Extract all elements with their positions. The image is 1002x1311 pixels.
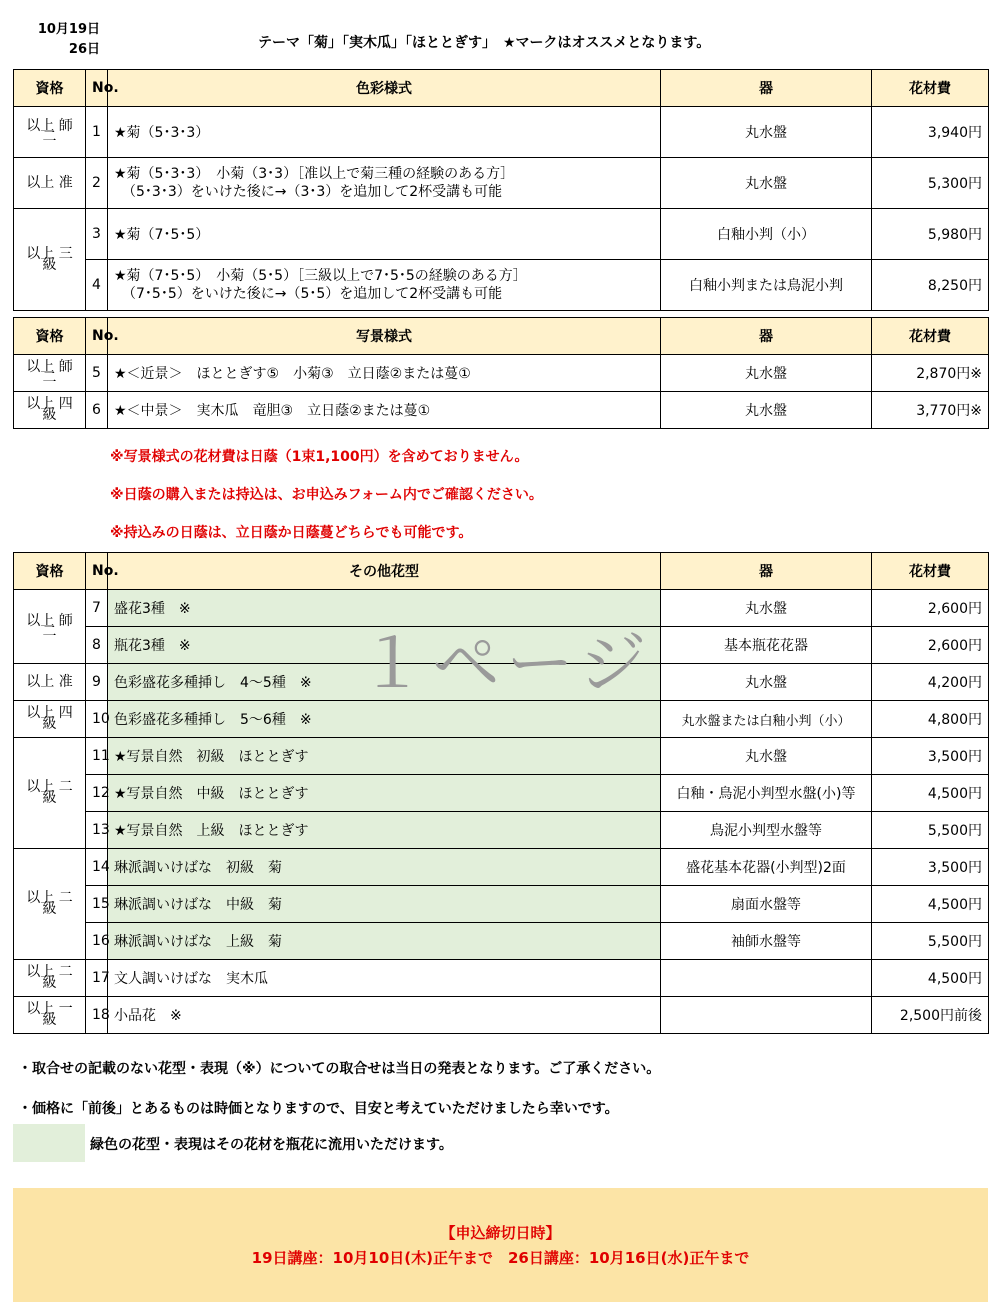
style-cell: 小品花 ※ bbox=[108, 997, 661, 1034]
dates bbox=[34, 20, 100, 60]
table-row bbox=[14, 590, 989, 627]
price-cell: 4,200円 bbox=[872, 664, 989, 701]
col-style: 写景様式 bbox=[108, 318, 661, 355]
col-qual: 資格 bbox=[14, 553, 86, 590]
footnote: ・取合せの記載のない花型・表現（※）についての取合せは当日の発表となります。ご了承ください。 bbox=[18, 1061, 661, 1077]
qual-cell: 以上 師二 bbox=[14, 355, 86, 392]
green-legend-swatch bbox=[13, 1124, 85, 1162]
red-note: ※持込みの日蔭は、立日蔭か日蔭蔓どちらでも可能です。 bbox=[110, 525, 473, 541]
style-cell: ★写景自然 上級 ほととぎす bbox=[108, 812, 661, 849]
table-row bbox=[14, 775, 989, 812]
price-cell: 2,870円※ bbox=[872, 355, 989, 392]
qual-cell: 以上 師二 bbox=[14, 107, 86, 158]
red-note: ※日蔭の購入または持込は、お申込みフォーム内でご確認ください。 bbox=[110, 487, 543, 503]
red-note: ※写景様式の花材費は日蔭（1束1,100円）を含めておりません。 bbox=[110, 449, 529, 465]
price-cell: 3,770円※ bbox=[872, 392, 989, 429]
style-cell: 瓶花3種 ※ bbox=[108, 627, 661, 664]
qual-cell: 以上 准 bbox=[14, 158, 86, 209]
table-row bbox=[14, 960, 989, 997]
table-row bbox=[14, 392, 989, 429]
deadline-box bbox=[13, 1188, 988, 1302]
date-26: 26日 bbox=[68, 42, 100, 57]
style-cell bbox=[108, 260, 661, 311]
style-subline: （5･3･3）をいけた後に→（3･3）を追加して2杯受講も可能 bbox=[122, 184, 503, 200]
vessel-cell: 丸水盤 bbox=[661, 107, 872, 158]
price-cell: 4,500円 bbox=[872, 960, 989, 997]
table-row bbox=[14, 107, 989, 158]
table-header bbox=[14, 70, 989, 107]
vessel-cell: 白釉小判または鳥泥小判 bbox=[661, 260, 872, 311]
vessel-cell: 白釉・鳥泥小判型水盤(小)等 bbox=[661, 775, 872, 812]
style-cell: 琳派調いけばな 上級 菊 bbox=[108, 923, 661, 960]
vessel-cell: 丸水盤 bbox=[661, 590, 872, 627]
no-cell: 11 bbox=[86, 738, 108, 775]
no-cell: 7 bbox=[86, 590, 108, 627]
style-cell: 琳派調いけばな 初級 菊 bbox=[108, 849, 661, 886]
qual-cell: 以上 一級 bbox=[14, 997, 86, 1034]
vessel-cell: 丸水盤または白釉小判（小） bbox=[661, 701, 872, 738]
theme-line: テーマ「菊」「実木瓜」「ほととぎす」 ★マークはオススメとなります。 bbox=[258, 35, 711, 51]
deadline-title: 【申込締切日時】 bbox=[440, 1224, 561, 1242]
no-cell: 14 bbox=[86, 849, 108, 886]
vessel-cell: 丸水盤 bbox=[661, 664, 872, 701]
style-cell: 琳派調いけばな 中級 菊 bbox=[108, 886, 661, 923]
no-cell: 16 bbox=[86, 923, 108, 960]
style-cell: 文人調いけばな 実木瓜 bbox=[108, 960, 661, 997]
qual-cell: 以上 二級 bbox=[14, 960, 86, 997]
table-row bbox=[14, 997, 989, 1034]
price-cell: 3,940円 bbox=[872, 107, 989, 158]
price-cell: 3,500円 bbox=[872, 849, 989, 886]
table-color-style bbox=[13, 69, 989, 311]
style-cell: ★写景自然 初級 ほととぎす bbox=[108, 738, 661, 775]
price-cell: 5,500円 bbox=[872, 923, 989, 960]
style-line: ★菊（7･5･5） 小菊（5･5）［三級以上で7･5･5の経験のある方］ bbox=[114, 268, 527, 284]
style-cell bbox=[108, 158, 661, 209]
col-price: 花材費 bbox=[872, 553, 989, 590]
style-cell: 盛花3種 ※ bbox=[108, 590, 661, 627]
col-style: 色彩様式 bbox=[108, 70, 661, 107]
price-cell: 2,600円 bbox=[872, 590, 989, 627]
no-cell: 15 bbox=[86, 886, 108, 923]
vessel-cell: 盛花基本花器(小判型)2面 bbox=[661, 849, 872, 886]
style-cell: ★＜中景＞ 実木瓜 竜胆③ 立日蔭②または蔓① bbox=[108, 392, 661, 429]
table-header bbox=[14, 553, 989, 590]
col-qual: 資格 bbox=[14, 70, 86, 107]
table-row bbox=[14, 812, 989, 849]
table-other-styles bbox=[13, 552, 989, 1034]
style-cell: ★菊（7･5･5） bbox=[108, 209, 661, 260]
no-cell: 3 bbox=[86, 209, 108, 260]
table-row bbox=[14, 158, 989, 209]
no-cell: 17 bbox=[86, 960, 108, 997]
vessel-cell: 袖師水盤等 bbox=[661, 923, 872, 960]
no-cell: 13 bbox=[86, 812, 108, 849]
vessel-cell: 丸水盤 bbox=[661, 158, 872, 209]
date-19: 10月19日 bbox=[37, 22, 100, 37]
green-legend-text: 緑色の花型・表現はその花材を瓶花に流用いただけます。 bbox=[90, 1137, 453, 1153]
col-no: No. bbox=[86, 553, 108, 590]
col-qual: 資格 bbox=[14, 318, 86, 355]
qual-cell: 以上 二級 bbox=[14, 849, 86, 960]
vessel-cell bbox=[661, 997, 872, 1034]
style-cell: ★菊（5･3･3） bbox=[108, 107, 661, 158]
price-cell: 5,980円 bbox=[872, 209, 989, 260]
no-cell: 5 bbox=[86, 355, 108, 392]
price-cell: 8,250円 bbox=[872, 260, 989, 311]
price-cell: 2,600円 bbox=[872, 627, 989, 664]
footnote: ・価格に「前後」とあるものは時価となりますので、目安と考えていただけましたら幸いです。 bbox=[18, 1101, 619, 1117]
style-cell: ★写景自然 中級 ほととぎす bbox=[108, 775, 661, 812]
col-vessel: 器 bbox=[661, 318, 872, 355]
table-landscape-style bbox=[13, 317, 989, 429]
price-cell: 3,500円 bbox=[872, 738, 989, 775]
vessel-cell: 鳥泥小判型水盤等 bbox=[661, 812, 872, 849]
table-row bbox=[14, 209, 989, 260]
col-style: その他花型 bbox=[108, 553, 661, 590]
deadline-detail: 19日講座：10月10日(木)正午まで 26日講座：10月16日(水)正午まで bbox=[251, 1249, 750, 1267]
table-row bbox=[14, 886, 989, 923]
no-cell: 18 bbox=[86, 997, 108, 1034]
vessel-cell: 丸水盤 bbox=[661, 392, 872, 429]
col-price: 花材費 bbox=[872, 318, 989, 355]
vessel-cell: 丸水盤 bbox=[661, 738, 872, 775]
price-cell: 5,500円 bbox=[872, 812, 989, 849]
page-watermark: １ページ bbox=[358, 625, 653, 704]
qual-cell: 以上 准 bbox=[14, 664, 86, 701]
no-cell: 12 bbox=[86, 775, 108, 812]
col-price: 花材費 bbox=[872, 70, 989, 107]
style-line: ★菊（5･3･3） 小菊（3･3）［准以上で菊三種の経験のある方］ bbox=[114, 166, 515, 182]
table-header bbox=[14, 318, 989, 355]
vessel-cell: 扇面水盤等 bbox=[661, 886, 872, 923]
vessel-cell: 基本瓶花花器 bbox=[661, 627, 872, 664]
style-cell: 色彩盛花多種挿し 5～6種 ※ bbox=[108, 701, 661, 738]
col-vessel: 器 bbox=[661, 70, 872, 107]
no-cell: 4 bbox=[86, 260, 108, 311]
table-row bbox=[14, 355, 989, 392]
price-cell: 4,500円 bbox=[872, 886, 989, 923]
col-vessel: 器 bbox=[661, 553, 872, 590]
table-row bbox=[14, 701, 989, 738]
vessel-cell: 丸水盤 bbox=[661, 355, 872, 392]
no-cell: 8 bbox=[86, 627, 108, 664]
table-row bbox=[14, 849, 989, 886]
vessel-cell: 白釉小判（小） bbox=[661, 209, 872, 260]
style-subline: （7･5･5）をいけた後に→（5･5）を追加して2杯受講も可能 bbox=[122, 286, 503, 302]
price-cell: 4,800円 bbox=[872, 701, 989, 738]
col-no: No. bbox=[86, 70, 108, 107]
table-row bbox=[14, 627, 989, 664]
no-cell: 6 bbox=[86, 392, 108, 429]
table-row bbox=[14, 664, 989, 701]
style-cell: 色彩盛花多種挿し 4～5種 ※ bbox=[108, 664, 661, 701]
table-row bbox=[14, 260, 989, 311]
style-cell: ★＜近景＞ ほととぎす⑤ 小菊③ 立日蔭②または蔓① bbox=[108, 355, 661, 392]
qual-cell: 以上 師二 bbox=[14, 590, 86, 664]
no-cell: 1 bbox=[86, 107, 108, 158]
no-cell: 2 bbox=[86, 158, 108, 209]
no-cell: 10 bbox=[86, 701, 108, 738]
price-cell: 2,500円前後 bbox=[872, 997, 989, 1034]
table-row bbox=[14, 738, 989, 775]
price-cell: 4,500円 bbox=[872, 775, 989, 812]
no-cell: 9 bbox=[86, 664, 108, 701]
table-row bbox=[14, 923, 989, 960]
qual-cell: 以上 四級 bbox=[14, 392, 86, 429]
qual-cell: 以上 四級 bbox=[14, 701, 86, 738]
price-cell: 5,300円 bbox=[872, 158, 989, 209]
qual-cell: 以上 三級 bbox=[14, 209, 86, 311]
col-no: No. bbox=[86, 318, 108, 355]
qual-cell: 以上 二級 bbox=[14, 738, 86, 849]
vessel-cell bbox=[661, 960, 872, 997]
